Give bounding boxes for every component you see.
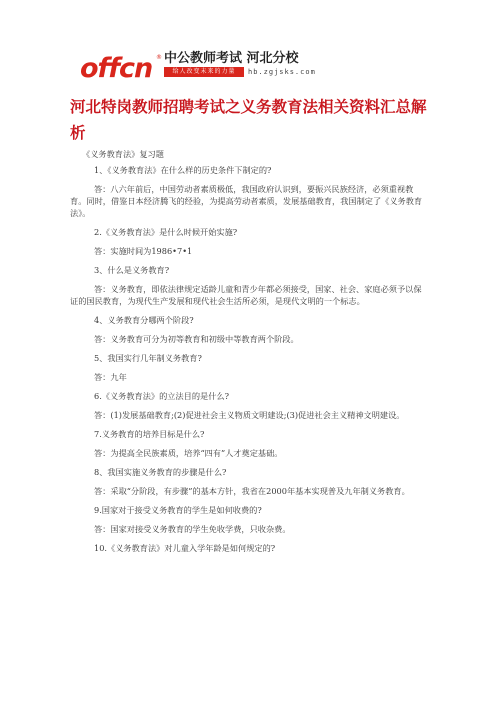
logo-school-name: 中公教师考试 河北分校 (164, 51, 299, 66)
paragraph: 答：国家对接受义务教育的学生免收学费，只收杂费。 (94, 524, 291, 534)
paragraph: 5、我国实行几年制义务教育? (94, 353, 202, 363)
paragraph: 1、《义务教育法》在什么样的历史条件下制定的? (94, 165, 272, 175)
paragraph: 答：义务教育，即依法律规定适龄儿童和青少年都必须接受，国家、社会、家庭必须予以保证的国民教育，为现代生产发展和现代社会生活所必须，是现代文明的一个标志。 (70, 284, 422, 306)
registered-mark: ® (156, 54, 162, 61)
paragraph: 答：实施时间为1986•7•1 (94, 246, 193, 256)
paragraph: 2.《义务教育法》是什么时候开始实施? (94, 227, 238, 237)
paragraph: 3、什么是义务教育? (94, 265, 170, 275)
logo-url: hb.zgjsks.com (248, 68, 316, 76)
document-title: 河北特岗教师招聘考试之义务教育法相关资料汇总解析 (70, 98, 427, 142)
paragraph: 答：(1)发展基础教育;(2)促进社会主义物质文明建设;(3)促进社会主义精神文明建设。 (94, 410, 405, 420)
paragraph: 8、我国实施义务教育的步骤是什么? (94, 467, 227, 477)
logo-slogan: 给人改变未来的力量 (164, 67, 244, 77)
paragraph: 9.国家对于接受义务教育的学生是如何收费的? (94, 505, 262, 515)
section-label: 《义务教育法》复习题 (82, 149, 164, 159)
paragraph: 答：九年 (94, 372, 127, 382)
offcn-logo[interactable] (80, 48, 330, 86)
paragraph: 7.义务教育的培养目标是什么? (94, 429, 205, 439)
paragraph: 答：八六年前后，中国劳动者素质极低，我国政府认识到，要振兴民族经济，必须重视教育。同时，借鉴日本经济腾飞的经验，为提高劳动者素质，发展基础教育，我国制定了《义务教育法》。 (70, 184, 423, 218)
paragraph: 答：采取“分阶段，有步骤”的基本方针，我省在2000年基本实现普及九年制义务教育。 (94, 486, 410, 496)
paragraph: 答：义务教育可分为初等教育和初级中等教育两个阶段。 (94, 334, 299, 344)
paragraph: 答：为提高全民族素质，培养“四有”人才奠定基础。 (94, 448, 283, 458)
document-body (70, 148, 426, 561)
logo-wordmark: offcn (80, 53, 153, 84)
paragraph: 6.《义务教育法》的立法目的是什么? (94, 391, 230, 401)
paragraph: 4、义务教育分哪两个阶段? (94, 315, 194, 325)
paragraph: 10.《义务教育法》对儿童入学年龄是如何规定的? (94, 543, 276, 553)
